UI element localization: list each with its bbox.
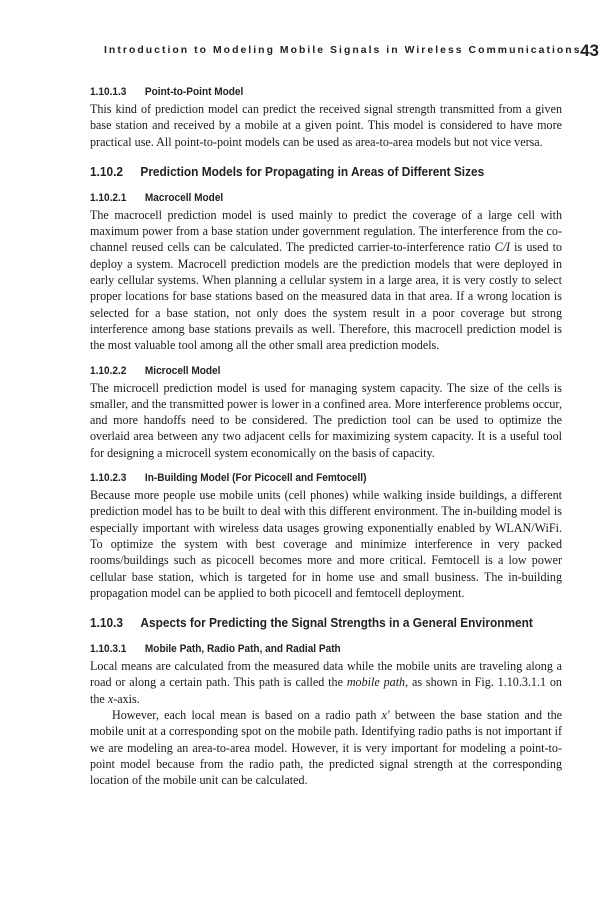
page-header [0, 41, 613, 64]
section-number: 1.10.3 [90, 615, 124, 631]
section-number: 1.10.2 [90, 163, 124, 179]
section-title: Aspects for Predicting the Signal Strengths in a General Environment [140, 615, 533, 631]
paragraph: Because more people use mobile units (cell phones) while walking inside buildings, a different prediction model has to be built to deal with this different environment. The in-building model is especially important with wireless data usages growing exponentially enabled by WLAN/WiFi. To optimize the system with best coverage and minimize interference in very packed rooms/buildings such as picocell becomes more and more critical. Femtocell is a low power cellular base station, which is targeted for in home use and small business. The in-building propagation model can be applied to both picocell and femtocell deployment. [90, 488, 562, 600]
section-number: 1.10.2.2 [90, 364, 127, 377]
paragraph: The macrocell prediction model is used mainly to predict the coverage of a large cell with maximum power from a base station under government regulation. The interference from the co-channel reused cells can be calculated. The predicted carrier-to-interference ratio C/I is used to deploy a system. Macrocell prediction models are the prediction models that were deployed in early cellular systems. When planning a cellular system in a large area, it is very costly to select proper locations for base stations based on the measured data in that area. If a wrong location is selected for a base station, not only does the system result in a poor coverage but strong interference among base stations prevails as well. Therefore, this macrocell prediction model is the most valuable tool among all the other small area prediction models. [90, 207, 562, 353]
paragraph: Local means are calculated from the measured data while the mobile units are traveling along a road or along a certain path. This path is called the mobile path, as shown in Fig. 1.10.3.1.1 on the x-axis. [90, 659, 562, 706]
section-title: Prediction Models for Propagating in Areas of Different Sizes [140, 163, 485, 179]
heading-1-10-2-1 [90, 191, 515, 206]
heading-1-10-3-1 [90, 642, 515, 657]
paragraph: However, each local mean is based on a radio path x′ between the base station and the mobile unit at a corresponding spot on the mobile path. Identifying radio paths is not important if we are modeling an area-to-area model. However, it is very important for modeling a point-to-point model because from the radio path, the predicted signal strength at the corresponding location of the mobile unit can be calculated. [90, 708, 562, 788]
term-mobile-path: mobile path [346, 675, 406, 690]
heading-1-10-2 [90, 163, 515, 180]
running-title: Introduction to Modeling Mobile Signals in Wireless Communications [104, 45, 582, 56]
heading-1-10-2-2 [90, 364, 515, 379]
section-title: Microcell Model [144, 364, 221, 377]
section-title: In-Building Model (For Picocell and Femtocell) [144, 472, 367, 485]
math-ci: C/I [494, 240, 511, 255]
math-x-prime: x′ [381, 708, 390, 723]
section-number: 1.10.3.1 [90, 643, 127, 656]
section-title: Macrocell Model [144, 191, 224, 204]
heading-1-10-3 [90, 614, 533, 631]
section-number: 1.10.2.3 [90, 472, 127, 485]
heading-1-10-1-3 [90, 85, 515, 100]
heading-1-10-2-3 [90, 471, 515, 486]
paragraph: This kind of prediction model can predict the received signal strength transmitted from a given base station and received by a mobile at a given point. This model is considered to have more practical use. All point-to-point models can be used as area-to-area models but not vice versa. [90, 102, 562, 149]
page-body [90, 85, 562, 789]
section-number: 1.10.2.1 [90, 191, 127, 204]
math-x: x [107, 691, 114, 706]
section-title: Point-to-Point Model [144, 86, 244, 98]
section-number: 1.10.1.3 [90, 86, 127, 98]
paragraph: The microcell prediction model is used for managing system capacity. The size of the cells is smaller, and the transmitted power is lower in a confined area. More interference problems occur, and more handoffs need to be considered. The prediction tool can be used to optimize the overlaid area between any two adjacent cells for maximizing system capacity. It is a useful tool for designing a microcell system economically on the basis of capacity. [90, 380, 562, 460]
section-title: Mobile Path, Radio Path, and Radial Path [144, 643, 341, 656]
page-number: 43 [580, 41, 599, 60]
